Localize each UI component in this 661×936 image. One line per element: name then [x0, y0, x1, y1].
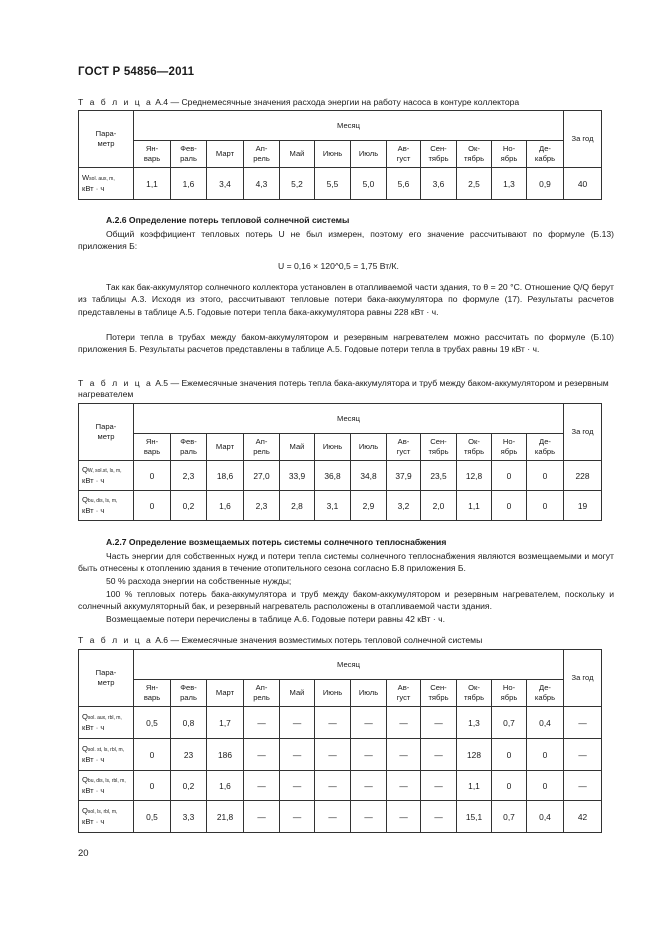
month-cell: Июнь — [315, 434, 351, 461]
param-unit: кВт · ч — [82, 476, 105, 485]
value-cell: — — [244, 739, 280, 771]
table-a6 — [78, 649, 602, 833]
value-cell: 3,6 — [421, 168, 457, 200]
value-cell: 1,3 — [492, 168, 527, 200]
param-cell — [79, 739, 134, 771]
year-total-cell: 19 — [564, 491, 602, 521]
table-a5 — [78, 403, 602, 521]
value-cell: 1,1 — [134, 168, 171, 200]
month-cell: Ап- рель — [244, 680, 280, 707]
month-cell: Март — [207, 434, 244, 461]
value-cell: 0 — [134, 461, 171, 491]
param-symbol: Q — [82, 712, 88, 721]
value-cell: — — [351, 707, 387, 739]
param-symbol: Q — [82, 465, 88, 474]
value-cell: 5,6 — [387, 168, 421, 200]
month-cell: Май — [280, 680, 315, 707]
param-unit: кВт · ч — [82, 817, 105, 826]
month-cell: Де- кабрь — [527, 141, 564, 168]
table-a5-caption-prefix: Т а б л и ц а — [78, 378, 153, 388]
param-cell — [79, 771, 134, 801]
month-header: Месяц — [134, 111, 564, 141]
param-header: Пара- метр — [79, 111, 134, 168]
value-cell: — — [315, 771, 351, 801]
value-cell: 2,3 — [171, 461, 207, 491]
month-cell: Фев- раль — [171, 434, 207, 461]
value-cell: 0 — [134, 771, 171, 801]
value-cell: 2,5 — [457, 168, 492, 200]
value-cell: — — [421, 739, 457, 771]
table-row — [79, 739, 602, 771]
value-cell: 0 — [527, 771, 564, 801]
section-a27-title: А.2.7 Определение возмещаемых потерь системы солнечного теплоснабжения — [106, 537, 447, 547]
param-cell — [79, 461, 134, 491]
value-cell: — — [280, 801, 315, 833]
param-cell — [79, 168, 134, 200]
table-month-row — [79, 434, 602, 461]
month-cell: Ян- варь — [134, 141, 171, 168]
param-subscript: bu, dis, ls, rbl, m, — [87, 778, 126, 784]
value-cell: 1,7 — [207, 707, 244, 739]
value-cell: — — [387, 707, 421, 739]
page-number: 20 — [78, 848, 89, 859]
table-a4 — [78, 110, 602, 200]
value-cell: 0,2 — [171, 491, 207, 521]
value-cell: — — [387, 771, 421, 801]
value-cell: 34,8 — [351, 461, 387, 491]
param-cell — [79, 707, 134, 739]
value-cell: 0,4 — [527, 801, 564, 833]
value-cell: 0 — [492, 461, 527, 491]
value-cell: 3,3 — [171, 801, 207, 833]
value-cell: 5,0 — [351, 168, 387, 200]
table-row — [79, 801, 602, 833]
month-cell: Но- ябрь — [492, 680, 527, 707]
month-cell: Де- кабрь — [527, 434, 564, 461]
param-subscript: sol. st, ls, rbl, m, — [87, 747, 125, 753]
value-cell: 0,7 — [492, 801, 527, 833]
value-cell: 3,4 — [207, 168, 244, 200]
section-a27-paragraph-2: 50 % расхода энергии на собственные нужды; — [106, 576, 292, 586]
value-cell: 4,3 — [244, 168, 280, 200]
value-cell: — — [315, 739, 351, 771]
value-cell: 2,3 — [244, 491, 280, 521]
table-row — [79, 461, 602, 491]
month-cell: Ян- варь — [134, 434, 171, 461]
param-header: Пара- метр — [79, 404, 134, 461]
month-cell: Ок- тябрь — [457, 680, 492, 707]
value-cell: — — [421, 771, 457, 801]
param-symbol: Q — [82, 806, 88, 815]
value-cell: 23,5 — [421, 461, 457, 491]
year-total-cell: — — [564, 739, 602, 771]
table-a5-caption — [78, 378, 618, 400]
year-total-cell: — — [564, 771, 602, 801]
value-cell: — — [280, 739, 315, 771]
value-cell: — — [351, 801, 387, 833]
month-cell: Де- кабрь — [527, 680, 564, 707]
table-month-row — [79, 141, 602, 168]
table-month-row — [79, 680, 602, 707]
value-cell: — — [280, 707, 315, 739]
month-cell: Сен- тябрь — [421, 141, 457, 168]
table-a6-caption — [78, 635, 618, 646]
year-total-cell: 42 — [564, 801, 602, 833]
param-header: Пара- метр — [79, 650, 134, 707]
month-header: Месяц — [134, 404, 564, 434]
month-cell: Июнь — [315, 680, 351, 707]
value-cell: — — [315, 801, 351, 833]
table-a4-caption — [78, 97, 618, 108]
value-cell: 1,6 — [171, 168, 207, 200]
month-cell: Май — [280, 434, 315, 461]
section-a26-paragraph-1: Общий коэффициент тепловых потерь U не был измерен, поэтому его значение рассчитывают по формуле (Б.13) приложения Б: — [78, 229, 614, 252]
param-symbol: Q — [82, 495, 88, 504]
value-cell: 186 — [207, 739, 244, 771]
month-cell: Июль — [351, 434, 387, 461]
table-a6-caption-text: А.6 — Ежемесячные значения возместимых потерь тепловой солнечной системы — [155, 635, 483, 645]
month-cell: Ок- тябрь — [457, 141, 492, 168]
value-cell: 0,5 — [134, 801, 171, 833]
param-unit: кВт · ч — [82, 755, 105, 764]
value-cell: 2,8 — [280, 491, 315, 521]
table-header-row — [79, 650, 602, 680]
section-a27-paragraph-3: 100 % тепловых потерь бака-аккумулятора и труб между баком-аккумулятором и резервным нагревателем, поскольку и солнечный аккумуляторный бак, и резервный нагреватель расположены в отапливаемой части здания. — [78, 589, 614, 612]
month-cell: Но- ябрь — [492, 141, 527, 168]
param-unit: кВт · ч — [82, 506, 105, 515]
year-header: За год — [564, 650, 602, 707]
month-cell: Ав- густ — [387, 680, 421, 707]
value-cell: 1,3 — [457, 707, 492, 739]
value-cell: 1,6 — [207, 771, 244, 801]
value-cell: 0 — [492, 739, 527, 771]
month-cell: Июнь — [315, 141, 351, 168]
month-cell: Март — [207, 680, 244, 707]
month-cell: Ап- рель — [244, 141, 280, 168]
month-cell: Сен- тябрь — [421, 434, 457, 461]
value-cell: 5,2 — [280, 168, 315, 200]
section-a26-title: А.2.6 Определение потерь тепловой солнечной системы — [106, 215, 350, 225]
value-cell: — — [387, 801, 421, 833]
value-cell: 15,1 — [457, 801, 492, 833]
param-cell — [79, 801, 134, 833]
month-cell: Ав- густ — [387, 141, 421, 168]
value-cell: 0,4 — [527, 707, 564, 739]
value-cell: 0 — [492, 771, 527, 801]
table-a5-caption-text: А.5 — Ежемесячные значения потерь тепла бака-аккумулятора и труб между баком-аккумулятором и резервным нагревателем — [78, 378, 609, 399]
value-cell: 0,8 — [171, 707, 207, 739]
value-cell: 3,1 — [315, 491, 351, 521]
table-row — [79, 168, 602, 200]
month-cell: Сен- тябрь — [421, 680, 457, 707]
value-cell: 0 — [134, 491, 171, 521]
month-cell: Июль — [351, 680, 387, 707]
month-cell: Фев- раль — [171, 141, 207, 168]
value-cell: 1,6 — [207, 491, 244, 521]
value-cell: 128 — [457, 739, 492, 771]
value-cell: 0,5 — [134, 707, 171, 739]
month-cell: Ок- тябрь — [457, 434, 492, 461]
param-subscript: bu, dis, ls, m, — [87, 498, 118, 504]
param-unit: кВт · ч — [82, 723, 105, 732]
month-cell: Но- ябрь — [492, 434, 527, 461]
month-header: Месяц — [134, 650, 564, 680]
table-row — [79, 707, 602, 739]
param-symbol: Q — [82, 775, 88, 784]
value-cell: 23 — [171, 739, 207, 771]
value-cell: 0 — [527, 739, 564, 771]
value-cell: — — [351, 739, 387, 771]
param-symbol: Q — [82, 744, 88, 753]
table-row — [79, 771, 602, 801]
param-subscript: sol. aux, m, — [89, 176, 115, 182]
value-cell: 0 — [527, 461, 564, 491]
value-cell: — — [387, 739, 421, 771]
param-unit: кВт · ч — [82, 184, 105, 193]
value-cell: 21,8 — [207, 801, 244, 833]
month-cell: Ап- рель — [244, 434, 280, 461]
value-cell: 33,9 — [280, 461, 315, 491]
month-cell: Май — [280, 141, 315, 168]
table-header-row — [79, 404, 602, 434]
value-cell: — — [244, 707, 280, 739]
value-cell: 0,9 — [527, 168, 564, 200]
value-cell: 36,8 — [315, 461, 351, 491]
value-cell: 5,5 — [315, 168, 351, 200]
year-header: За год — [564, 404, 602, 461]
value-cell: 2,0 — [421, 491, 457, 521]
value-cell: 0,2 — [171, 771, 207, 801]
month-cell: Март — [207, 141, 244, 168]
section-a26-paragraph-2: Так как бак-аккумулятор солнечного коллектора установлен в отапливаемой части здания, то θ = 20 °С. Отношение Q/Q берут из таблицы А.3. Исходя из этого, рассчитывают тепловые потери бака-аккумулятора по формуле (17). Результаты расчетов представлены в таблице А.5. Годовые потери тепла бака-аккумулятора равны 228 кВт · ч. — [78, 282, 614, 317]
value-cell: — — [421, 707, 457, 739]
value-cell: 2,9 — [351, 491, 387, 521]
value-cell: 0 — [492, 491, 527, 521]
value-cell: 37,9 — [387, 461, 421, 491]
year-total-cell: — — [564, 707, 602, 739]
year-total-cell: 228 — [564, 461, 602, 491]
year-header: За год — [564, 111, 602, 168]
param-subscript: W, sol.st, ls, m, — [87, 468, 122, 474]
param-subscript: sol, ls, rbl, m, — [87, 809, 118, 815]
value-cell: 0 — [527, 491, 564, 521]
table-a4-caption-text: А.4 — Среднемесячные значения расхода энергии на работу насоса в контуре коллектора — [155, 97, 520, 107]
param-symbol: W — [82, 173, 90, 182]
month-cell: Ав- густ — [387, 434, 421, 461]
table-a4-caption-prefix: Т а б л и ц а — [78, 97, 153, 107]
value-cell: 18,6 — [207, 461, 244, 491]
section-a27-paragraph-4: Возмещаемые потери перечислены в таблице А.6. Годовые потери равны 42 кВт · ч. — [106, 614, 445, 624]
value-cell: 3,2 — [387, 491, 421, 521]
year-total-cell: 40 — [564, 168, 602, 200]
month-cell: Ян- варь — [134, 680, 171, 707]
section-a26-formula: U = 0,16 × 120^0,5 = 1,75 Вт/К. — [278, 261, 399, 271]
value-cell: 0 — [134, 739, 171, 771]
value-cell: 0,7 — [492, 707, 527, 739]
section-a26-paragraph-3: Потери тепла в трубах между баком-аккумулятором и резервным нагревателем можно рассчитать по формуле (Б.10) приложения Б. Результаты расчетов представлены в таблице А.5. Годовые потери тепла в трубах равны 19 кВт · ч. — [78, 332, 614, 355]
document-code: ГОСТ Р 54856—2011 — [78, 66, 195, 78]
value-cell: 1,1 — [457, 771, 492, 801]
table-a6-caption-prefix: Т а б л и ц а — [78, 635, 153, 645]
value-cell: — — [421, 801, 457, 833]
value-cell: 1,1 — [457, 491, 492, 521]
value-cell: — — [280, 771, 315, 801]
value-cell: — — [351, 771, 387, 801]
value-cell: 27,0 — [244, 461, 280, 491]
param-unit: кВт · ч — [82, 786, 105, 795]
value-cell: — — [315, 707, 351, 739]
table-header-row — [79, 111, 602, 141]
table-row — [79, 491, 602, 521]
month-cell: Июль — [351, 141, 387, 168]
param-subscript: sol. aux, rbl, m, — [87, 715, 122, 721]
value-cell: 12,8 — [457, 461, 492, 491]
month-cell: Фев- раль — [171, 680, 207, 707]
section-a27-paragraph-1: Часть энергии для собственных нужд и потери тепла системы солнечного теплоснабжения являются возмещаемыми и могут быть отнесены к отоплению здания в течение отопительного сезона согласно Б.8 приложения Б. — [78, 551, 614, 574]
param-cell — [79, 491, 134, 521]
value-cell: — — [244, 771, 280, 801]
value-cell: — — [244, 801, 280, 833]
